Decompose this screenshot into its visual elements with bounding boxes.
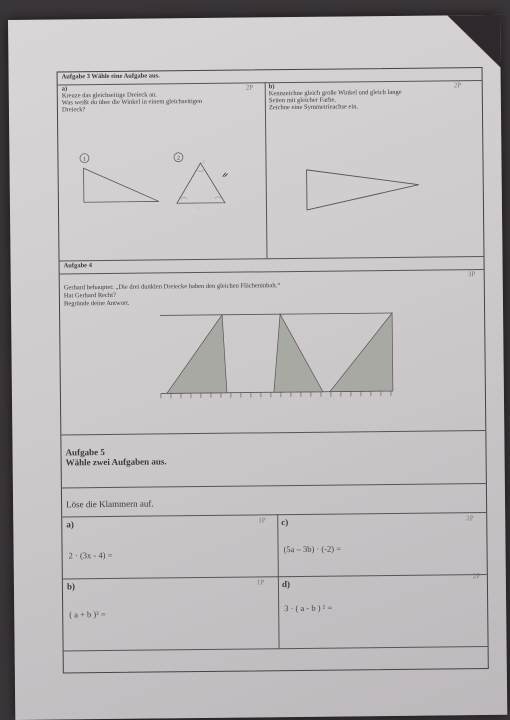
task5-c-expr: (5a – 3b) · (-2) = bbox=[284, 544, 342, 555]
task5-a-points: 1P bbox=[258, 516, 265, 524]
task3-a-text3: Dreieck? bbox=[62, 106, 86, 113]
task3-b-text2: Seiten mit gleicher Farbe. bbox=[269, 97, 336, 105]
dark-triangle-3 bbox=[329, 313, 393, 392]
task3-b-text3: Zeichne eine Symmetrieachse ein. bbox=[269, 103, 358, 111]
task5-b-label: b) bbox=[67, 582, 75, 591]
dark-triangle-1 bbox=[166, 315, 227, 394]
task3-divider bbox=[265, 82, 268, 258]
worksheet-page bbox=[8, 15, 507, 720]
task3-a-text1: Kreuze das gleichseitige Dreieck an. bbox=[62, 91, 157, 99]
task3-b-text1: Kennzeichne gleich große Winkel und gleich lange bbox=[269, 89, 402, 97]
task4-text2: Hat Gerhard Recht? bbox=[64, 292, 116, 300]
task5-a-label: a) bbox=[66, 520, 74, 529]
circle-number-1 bbox=[78, 152, 90, 164]
svg-text:C: C bbox=[202, 159, 205, 164]
task3-title: Aufgabe 3 Wähle eine Aufgabe aus. bbox=[62, 72, 160, 80]
dark-triangle-2 bbox=[273, 314, 323, 393]
task3-b-label: b) bbox=[269, 83, 275, 90]
svg-text:2: 2 bbox=[177, 156, 180, 162]
task4-text1: Gerhard behauptet: „Die drei dunklen Dreiecke haben den gleichen Flächeninhalt.“ bbox=[64, 282, 281, 291]
task4-title: Aufgabe 4 bbox=[64, 262, 92, 269]
task3-a-label: a) bbox=[62, 85, 67, 92]
task5-d-label: d) bbox=[282, 580, 290, 589]
task5-instruction: Löse die Klammern auf. bbox=[66, 500, 154, 510]
task5-a-expr: 2 · (3x - 4) = bbox=[69, 550, 113, 560]
task5-row-top bbox=[62, 512, 486, 517]
task5-d-expr: 3 · ( a - b ) ² = bbox=[284, 603, 332, 614]
task3-a-text2: Was weißt du über die Winkel in einem gleichseitigen bbox=[62, 98, 202, 106]
task3-a-points: 2P bbox=[246, 83, 253, 91]
task3-b-points: 2P bbox=[454, 81, 461, 89]
triangle-1 bbox=[83, 165, 163, 206]
task5-subtitle: Wähle zwei Aufgaben aus. bbox=[66, 457, 167, 467]
task5-c-points: 2P bbox=[466, 514, 473, 522]
task5-divider bbox=[277, 514, 279, 648]
triangles-figure bbox=[156, 311, 397, 406]
task5-d-points: 2P bbox=[473, 572, 480, 580]
svg-text:1: 1 bbox=[83, 157, 86, 163]
task5-row-mid bbox=[63, 574, 487, 579]
task5-row-bottom bbox=[64, 646, 488, 651]
svg-text:c: c bbox=[197, 205, 199, 210]
task5-b-points: 1P bbox=[257, 578, 264, 586]
task5-c-label: c) bbox=[281, 518, 288, 527]
task4-points: 3P bbox=[468, 270, 475, 278]
task4-header bbox=[60, 256, 484, 274]
task5-title: Aufgabe 5 bbox=[65, 448, 104, 457]
task5-b-expr: ( a + b )² = bbox=[69, 609, 106, 619]
task-table bbox=[57, 67, 489, 673]
triangle-2-equilateral bbox=[170, 159, 231, 212]
task4-text3: Begründe deine Antwort. bbox=[64, 300, 130, 308]
triangle-b bbox=[305, 165, 426, 216]
